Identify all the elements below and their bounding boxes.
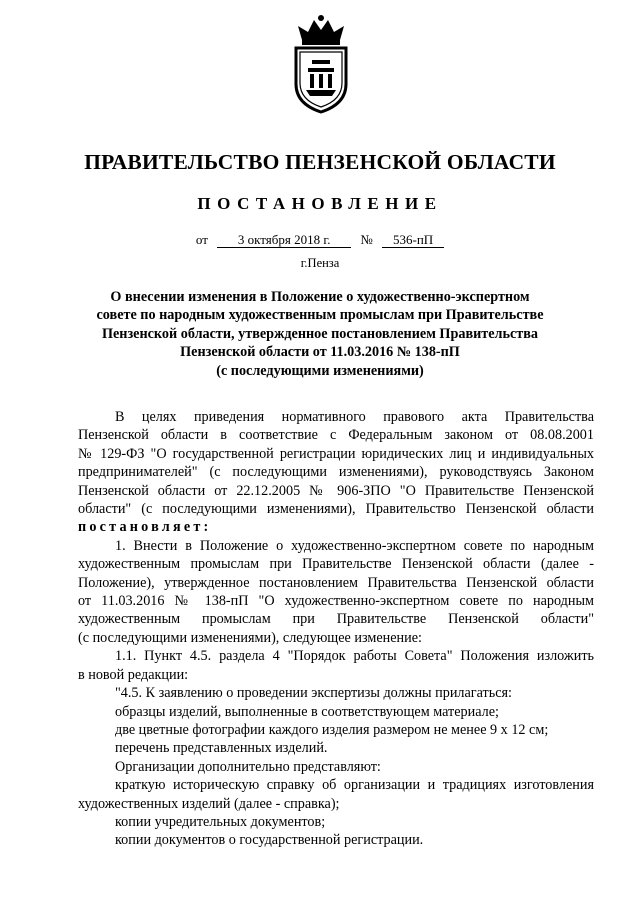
document-body xyxy=(78,408,594,850)
subject-line: Пензенской области, утвержденное постановлением Правительства xyxy=(101,325,539,342)
body-line: 1. Внести в Положение о художественно-экспертном совете по народным xyxy=(115,537,594,554)
quote-line: копии учредительных документов; xyxy=(115,813,326,830)
document-type: ПОСТАНОВЛЕНИЕ xyxy=(197,194,443,213)
body-line: области" (с последующими изменениями), Правительство Пензенской области xyxy=(78,501,594,518)
body-line: Пензенской области в соответствие с Федеральным законом от 08.08.2001 xyxy=(78,427,594,444)
body-line: художественным промыслам при Правительстве Пензенской области (далее - xyxy=(78,556,594,573)
quote-line: образцы изделий, выполненные в соответствующем материале; xyxy=(115,703,499,720)
document-subject xyxy=(70,288,570,380)
government-title: ПРАВИТЕЛЬСТВО ПЕНЗЕНСКОЙ ОБЛАСТИ xyxy=(84,150,556,174)
date-prefix: от xyxy=(195,232,208,247)
number-sign: № xyxy=(360,232,373,247)
quote-line: "4.5. К заявлению о проведении экспертизы должны прилагаться: xyxy=(115,685,512,702)
resolves-word: постановляет: xyxy=(78,519,212,536)
subject-line: О внесении изменения в Положение о художественно-экспертном xyxy=(110,289,530,305)
penza-coat-of-arms-icon xyxy=(288,14,354,114)
subject-line: Пензенской области от 11.03.2016 № 138-пП xyxy=(180,344,460,361)
body-line: 1.1. Пункт 4.5. раздела 4 "Порядок работы Совета" Положения изложить xyxy=(115,648,594,665)
body-line: в новой редакции: xyxy=(78,666,189,683)
quote-line: краткую историческую справку об организации и традициях изготовления xyxy=(115,777,594,794)
body-line: от 11.03.2016 № 138-пП "О художественно-экспертном совете по народным xyxy=(78,593,594,610)
quote-line: художественных изделий (далее - справка); xyxy=(78,795,340,812)
document-number: 536-пП xyxy=(382,233,444,248)
quote-line: копии документов о государственной регистрации. xyxy=(115,832,424,849)
city: г.Пенза xyxy=(300,256,340,270)
body-line: художественным промыслам при Правительстве Пензенской области" xyxy=(78,611,594,628)
quote-line: Организации дополнительно представляют: xyxy=(115,758,381,775)
document-date: 3 октября 2018 г. xyxy=(217,233,351,248)
body-line: Положение), утвержденное постановлением Правительства Пензенской области xyxy=(78,574,594,591)
body-line: № 129-ФЗ "О государственной регистрации юридических лиц и индивидуальных xyxy=(78,445,594,462)
body-line: предпринимателей" (с последующими изменениями), руководствуясь Законом xyxy=(78,464,594,481)
subject-line: совете по народным художественным промыслам при Правительстве xyxy=(96,307,544,324)
body-line: Пензенской области от 22.12.2005 № 906-ЗПО "О Правительстве Пензенской xyxy=(78,482,594,499)
quote-line: перечень представленных изделий. xyxy=(115,740,328,757)
body-line: В целях приведения нормативного правового акта Правительства xyxy=(115,409,594,425)
body-line: (с последующими изменениями), следующее изменение: xyxy=(78,629,422,646)
subject-line: (с последующими изменениями) xyxy=(216,362,424,379)
date-number-line xyxy=(0,232,640,248)
quote-line: две цветные фотографии каждого изделия размером не менее 9 х 12 см; xyxy=(115,721,549,738)
